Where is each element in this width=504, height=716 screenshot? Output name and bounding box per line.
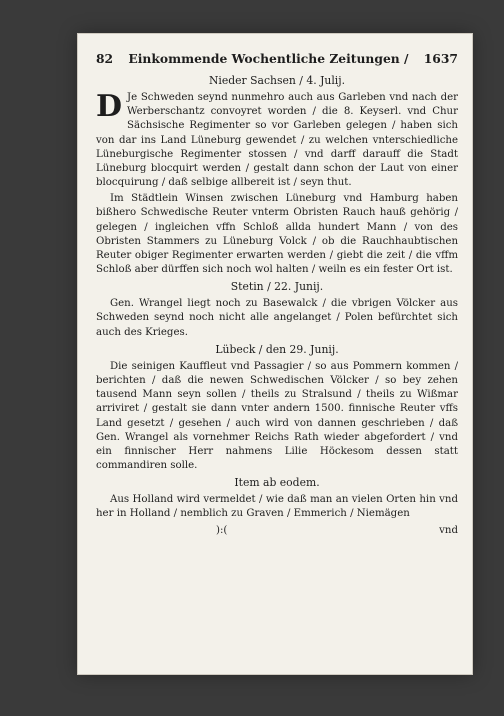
page-footer <box>96 524 458 538</box>
paragraph-nieder-sachsen-text: Je Schweden seynd nunmehro auch aus Garleben vnd nach der Werberschantz convoyret worden / die 8. Keyserl. vnd Chur Sächsische Regimenter so vor Garleben gelegen / haben sich von dar ins Land Lüneburg gewendet / zu welchen vnterschiedliche Lüneburgische Regimenter stossen / vnd darff darauff die Stadt Lüneburg blocquirt werden / gestalt dann schon der Laut von einer blocquirung / daß selbige allbereit ist / seyn thut. <box>96 92 458 189</box>
catchword: vnd <box>439 524 458 536</box>
paragraph-holland: Aus Holland wird vermeldet / wie daß man an vielen Orten hin vnd her in Holland / nemblich zu Graven / Emmerich / Niemägen <box>96 494 458 520</box>
drop-cap: D <box>96 89 123 125</box>
paragraph-winsen: Im Städtlein Winsen zwischen Lüneburg vnd Hamburg haben bißhero Schwedische Reuter vnterm Obristen Rauch hauß gehörig / gelegen / ingleichen vffn Schloß allda hundert Mann / von des Obristen Stammers zu Lüneburg Volck / ob die Rauchhaubtischen Reuter obiger Regimenter erwarten werden / giebt die zeit / die vffm Schloß aber dürffen sich noch wol halten / weiln es ein fester Ort ist. <box>96 193 458 276</box>
header-year: 1637 <box>423 51 458 66</box>
dateline-luebeck: Lübeck / den 29. Junij. <box>215 342 339 356</box>
dateline-nieder-sachsen: Nieder Sachsen / 4. Julij. <box>208 74 346 88</box>
paragraph-nieder-sachsen <box>96 91 458 190</box>
running-header <box>96 50 458 67</box>
page-number: 82 <box>96 51 114 66</box>
signature-mark: ):( <box>216 524 228 536</box>
paragraph-luebeck: Die seinigen Kauffleut vnd Passagier / so aus Pommern kommen / berichten / daß die newen Schwedischen Völcker / so bey zehen tausend Mann seyn sollen / theils zu Stralsund / theils zu Wißmar arriviret / gestalt sie dann vnter andern 1500. finnische Reuter vffs Land gesetzt / gesehen / auch wird von dannen geschrieben / daß Gen. Wrangel als vornehmer Reichs Rath wieder abgefordert / vnd ein finnischer Herr nahmens Lilie Höckesom dessen statt commandiren solle. <box>96 360 458 472</box>
header-title: Einkommende Wochentliche Zeitungen / <box>128 51 409 66</box>
page-text <box>96 50 458 538</box>
dateline-item: Item ab eodem. <box>234 476 320 490</box>
document-page <box>78 34 472 674</box>
paragraph-stetin: Gen. Wrangel liegt noch zu Basewalck / die vbrigen Völcker aus Schweden seynd noch nicht alle angelanget / Polen befürchtet sich auch des Krieges. <box>96 298 458 338</box>
dateline-stetin: Stetin / 22. Junij. <box>230 280 324 294</box>
